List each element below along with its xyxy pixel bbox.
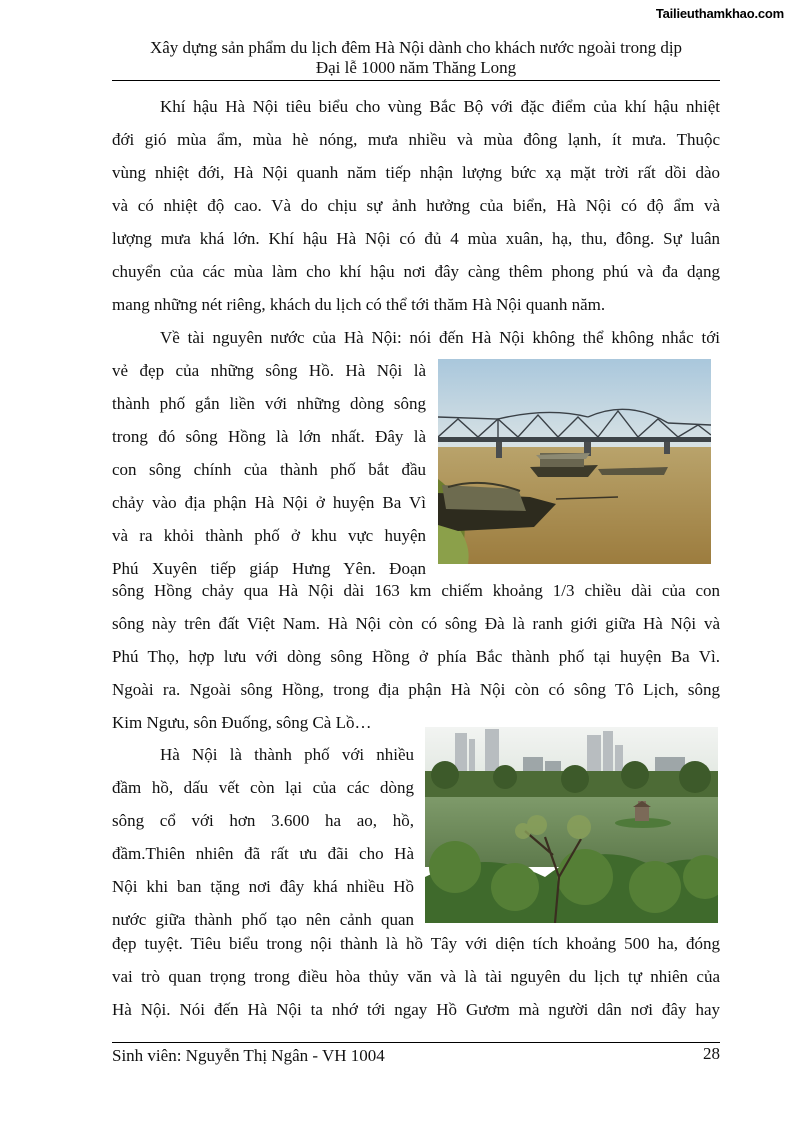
paragraph-water-rest — [112, 574, 720, 739]
text-line: nước giữa thành phố tạo nên cảnh quan — [112, 910, 414, 929]
text-line: đầm.Thiên nhiên đã rất ưu đãi cho Hà — [112, 844, 414, 863]
text-line: chảy vào địa phận Hà Nội ở huyện Ba Vì — [112, 493, 426, 512]
text-line: vẻ đẹp của những sông Hồ. Hà Nội là — [112, 361, 426, 380]
text-line: lượng mưa khá lớn. Khí hậu Hà Nội có đủ 4 mùa xuân, hạ, thu, đông. Sự luân — [112, 229, 720, 248]
text-line: sông này trên đất Việt Nam. Hà Nội còn có sông Đà là ranh giới giữa Hà Nội và — [112, 614, 720, 633]
text-line: mang những nét riêng, khách du lịch có thể tới thăm Hà Nội quanh năm. — [112, 295, 606, 314]
site-watermark: Tailieuthamkhao.com — [655, 6, 784, 21]
photo-hoan-kiem-lake — [425, 727, 718, 923]
header-line-1: Xây dựng sản phẩm du lịch đêm Hà Nội dành cho khách nước ngoài trong dịp — [149, 38, 683, 57]
text-line: Phú Xuyên tiếp giáp Hưng Yên. Đoạn — [112, 559, 426, 578]
paragraph-climate — [112, 90, 720, 321]
text-line: đới gió mùa ẩm, mùa hè nóng, mưa nhiều và mùa đông lạnh, ít mưa. Thuộc — [112, 130, 720, 149]
lake-city-illustration — [425, 727, 718, 923]
header-rule — [112, 80, 720, 81]
paragraph-water-intro — [112, 321, 720, 354]
text-line: Phú Thọ, hợp lưu với dòng sông Hồng ở phía Bắc thành phố tại huyện Ba Vì. — [112, 647, 720, 666]
text-line: sông Hồng chảy qua Hà Nội dài 163 km chiếm khoảng 1/3 chiều dài của con — [112, 581, 720, 600]
text-line: Về tài nguyên nước của Hà Nội: nói đến Hà Nội không thể không nhắc tới — [160, 328, 720, 347]
footer-rule — [112, 1042, 720, 1043]
paragraph-water-wrap — [112, 354, 426, 585]
bridge-river-illustration — [438, 359, 711, 564]
page-header — [112, 38, 720, 78]
paragraph-lakes-rest — [112, 927, 720, 1026]
text-line: vai trò quan trọng trong điều hòa thủy văn và là tài nguyên du lịch tự nhiên của — [112, 967, 720, 986]
text-line: Ngoài ra. Ngoài sông Hồng, trong địa phận Hà Nội còn có sông Tô Lịch, sông — [112, 680, 720, 699]
text-line: vùng nhiệt đới, Hà Nội quanh năm tiếp nhận lượng bức xạ mặt trời rất dồi dào — [112, 163, 720, 182]
text-line: sông cổ với hơn 3.600 ha ao, hồ, — [112, 811, 414, 830]
text-line: và có nhiệt độ cao. Và do chịu sự ảnh hưởng của biển, Hà Nội có độ ẩm và — [112, 196, 720, 215]
text-line: Khí hậu Hà Nội tiêu biểu cho vùng Bắc Bộ với đặc điểm của khí hậu nhiệt — [160, 97, 720, 116]
text-line: con sông chính của thành phố bắt đầu — [112, 460, 426, 479]
text-line: Kim Ngưu, sôn Đuống, sông Cà Lồ… — [112, 713, 372, 732]
text-line: đẹp tuyệt. Tiêu biểu trong nội thành là hồ Tây với diện tích khoảng 500 ha, đóng — [112, 934, 720, 953]
footer-student: Sinh viên: Nguyễn Thị Ngân - VH 1004 — [112, 1046, 385, 1065]
text-line: và ra khỏi thành phố ở khu vực huyện — [112, 526, 426, 545]
text-line: Hà Nội là thành phố với nhiều — [160, 745, 414, 764]
text-line: Hà Nội. Nói đến Hà Nội ta nhớ tới ngay Hồ Gươm mà người dân nơi đây hay — [112, 1000, 720, 1019]
photo-long-bien-bridge — [438, 359, 711, 564]
text-line: trong đó sông Hồng là lớn nhất. Đây là — [112, 427, 426, 446]
text-line: Nội khi ban tặng nơi đây khá nhiều Hồ — [112, 877, 414, 896]
text-line: thành phố gắn liền với những dòng sông — [112, 394, 426, 413]
text-line: đầm hồ, dấu vết còn lại của các dòng — [112, 778, 414, 797]
text-line: chuyển của các mùa làm cho khí hậu nơi đây càng thêm phong phú và đa dạng — [112, 262, 720, 281]
page-number: 28 — [703, 1044, 720, 1063]
paragraph-lakes-wrap — [112, 738, 414, 936]
header-line-2: Đại lễ 1000 năm Thăng Long — [315, 58, 517, 77]
